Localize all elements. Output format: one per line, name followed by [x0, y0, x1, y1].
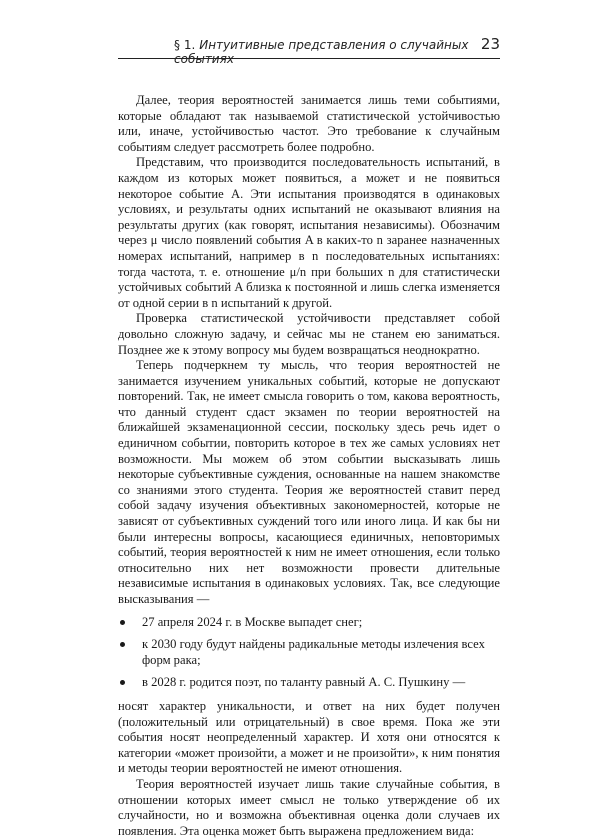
- list-item: к 2030 году будут найдены радикальные методы излечения всех форм рака;: [118, 637, 500, 668]
- paragraph: Теория вероятностей изучает лишь такие случайные события, в отношении которых имеет смысл не только утверждение об их случайности, но и возможна объективная оценка доли случаев их появления. Эта оценка может быть выражена предложением вида:: [118, 776, 500, 838]
- bullet-list: [118, 615, 500, 691]
- paragraph: Представим, что производится последовательность испытаний, в каждом из которых может появиться, а может и не появиться некоторое событие A. Эти испытания производятся в одинаковых условиях, и результаты одних испытаний не оказывают влияния на результаты других (как говорят, испытания независимы). Обозначим через μ число появлений события A в каких-то n заранее назначенных номерах испытаний, например в n последовательных испытаниях: тогда частота, т. е. отношение μ/n при больших n для статистически устойчивых событий A близка к постоянной и лишь слегка изменяется от одной серии в n испытаний к другой.: [118, 155, 500, 310]
- book-page: [118, 32, 500, 839]
- running-header: [118, 32, 500, 66]
- list-item: 27 апреля 2024 г. в Москве выпадет снег;: [118, 615, 500, 631]
- paragraph: носят характер уникальности, и ответ на них будет получен (положительный или отрицательный) в свое время. Пока же эти события носят неопределенный характер. И хотя они относятся к категории «может произойти, а может и не произойти», к ним понятия и методы теории вероятностей не имеют отношения.: [118, 698, 500, 776]
- list-item: в 2028 г. родится поэт, по таланту равный А. С. Пушкину —: [118, 675, 500, 691]
- paragraph: Далее, теория вероятностей занимается лишь теми событиями, которые обладают так называемой статистической устойчивостью или, иначе, устойчивостью частот. Это требование к случайным событиям следует рассмотреть более подробно.: [118, 93, 500, 154]
- bullet-icon: [120, 680, 125, 685]
- paragraph: Проверка статистической устойчивости представляет собой довольно сложную задачу, и сейчас мы не станем ею заниматься. Позднее же к этому вопросу мы будем возвращаться неоднократно.: [118, 311, 500, 357]
- chapter-title: § 1. Интуитивные представления о случайных событиях: [174, 38, 469, 66]
- bullet-icon: [120, 620, 125, 625]
- bullet-icon: [120, 642, 125, 647]
- paragraph: Теперь подчеркнем ту мысль, что теория вероятностей не занимается изучением уникальных событий, которые не допускают повторений. Так, не имеет смысла говорить о том, какова вероятность, что данный студент сдаст экзамен по теории вероятностей на ближайшей экзаменационной сессии, поскольку здесь речь идет о единичном событии, повторить которое в тех же самых условиях нет возможности. Мы можем об этом событии высказывать лишь некоторые субъективные суждения, основанные на нашем знакомстве со знаниями этого студента. Теория же вероятностей ставит перед собой задачу изучения объективных закономерностей, которые не зависят от субъективных суждений того или иного лица. И как бы ни были интересны вопросы, касающиеся единичных, неповторимых событий, теория вероятностей к ним не имеет отношения, если только относительно них нет возможности провести длительные независимые испытания в одинаковых условиях. Так, все следующие высказывания —: [118, 358, 500, 606]
- page-number: 23: [480, 35, 500, 53]
